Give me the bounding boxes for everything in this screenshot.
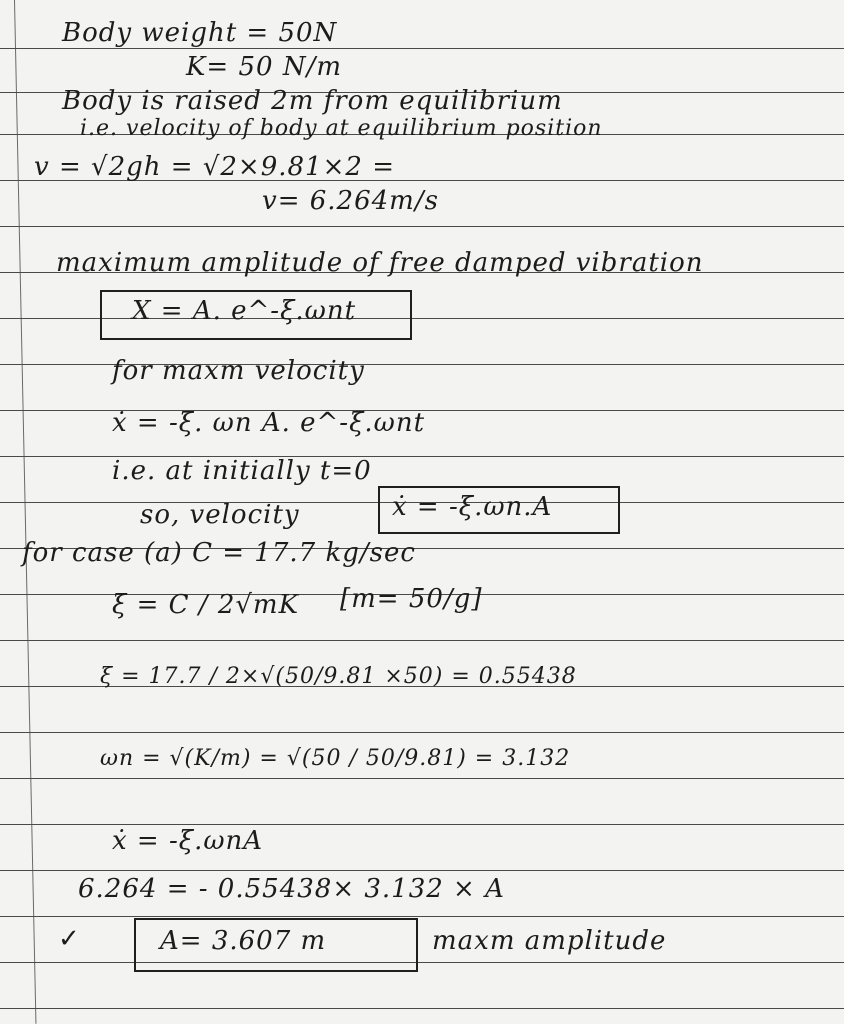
damping-ratio-calc: ξ = 17.7 / 2×√(50/9.81 ×50) = 0.55438 bbox=[100, 664, 577, 689]
mass-note: [m= 50/g] bbox=[340, 584, 483, 614]
ruled-line bbox=[0, 226, 844, 227]
amplitude-heading-line: maximum amplitude of free damped vibration bbox=[56, 248, 704, 278]
ruled-line bbox=[0, 48, 844, 49]
initial-condition-line: i.e. at initially t=0 bbox=[112, 456, 372, 486]
ruled-line bbox=[0, 824, 844, 825]
ruled-line bbox=[0, 640, 844, 641]
case-a-line: for case (a) C = 17.7 kg/sec bbox=[22, 538, 416, 568]
stiffness-line: K= 50 N/m bbox=[186, 52, 342, 82]
ruled-line bbox=[0, 870, 844, 871]
velocity-statement-line: i.e. velocity of body at equilibrium position bbox=[80, 116, 603, 141]
body-weight-line: Body weight = 50N bbox=[62, 18, 338, 48]
so-velocity-label: so, velocity bbox=[140, 500, 300, 530]
amplitude-equation-line: 6.264 = - 0.55438× 3.132 × A bbox=[78, 874, 505, 904]
velocity-equation-line: v = √2gh = √2×9.81×2 = bbox=[34, 152, 395, 182]
ruled-line bbox=[0, 916, 844, 917]
ruled-line bbox=[0, 732, 844, 733]
damping-ratio-formula: ξ = C / 2√mK bbox=[112, 590, 300, 620]
raised-line: Body is raised 2m from equilibrium bbox=[62, 86, 563, 116]
check-mark-icon: ✓ bbox=[58, 924, 80, 954]
velocity-result-formula: ẋ = -ξ.ωn.A bbox=[392, 492, 553, 522]
max-velocity-line: for maxm velocity bbox=[112, 356, 365, 386]
displacement-formula: X = A. e^-ξ.ωnt bbox=[132, 296, 357, 326]
velocity-result-line: v= 6.264m/s bbox=[262, 186, 439, 216]
ruled-line bbox=[0, 1008, 844, 1009]
natural-frequency-calc: ωn = √(K/m) = √(50 / 50/9.81) = 3.132 bbox=[100, 746, 571, 771]
ruled-line bbox=[0, 962, 844, 963]
ruled-line bbox=[0, 778, 844, 779]
velocity-derivative-line: ẋ = -ξ. ωn A. e^-ξ.ωnt bbox=[112, 408, 426, 438]
max-amplitude-label: maxm amplitude bbox=[432, 926, 667, 956]
velocity-relation-line: ẋ = -ξ.ωnA bbox=[112, 826, 264, 856]
final-amplitude: A= 3.607 m bbox=[160, 926, 327, 956]
